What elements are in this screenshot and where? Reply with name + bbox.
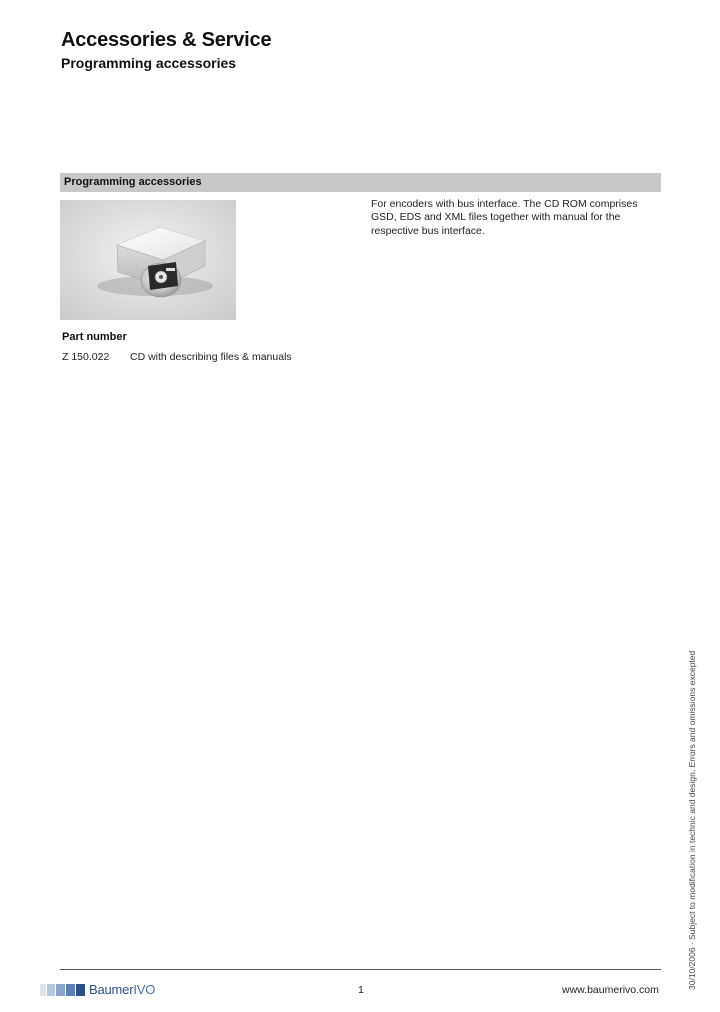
section-header-bar bbox=[60, 173, 661, 192]
page-subtitle: Programming accessories bbox=[61, 55, 237, 71]
logo-gradient-bars bbox=[40, 984, 85, 996]
part-number-code: Z 150.022 bbox=[62, 351, 110, 363]
product-image bbox=[60, 200, 236, 320]
website-link[interactable]: www.baumerivo.com bbox=[562, 984, 659, 996]
brand-logo-suffix: IVO bbox=[133, 982, 156, 997]
page-title: Accessories & Service bbox=[61, 29, 272, 51]
page-number: 1 bbox=[358, 984, 364, 996]
cd-box-illustration bbox=[60, 200, 236, 320]
brand-logo bbox=[89, 982, 155, 997]
footer-divider bbox=[60, 969, 661, 970]
legal-side-note: 30/10/2006 · Subject to modification in technic and design. Errors and omissions excepted bbox=[687, 650, 697, 990]
part-number-description: CD with describing files & manuals bbox=[130, 351, 292, 363]
section-title: Programming accessories bbox=[64, 176, 202, 188]
part-number-header: Part number bbox=[62, 331, 127, 343]
brand-logo-name: Baumer bbox=[89, 982, 134, 997]
section-description: For encoders with bus interface. The CD ROM comprises GSD, EDS and XML files together with manual for the respective bus interface. bbox=[371, 198, 638, 237]
